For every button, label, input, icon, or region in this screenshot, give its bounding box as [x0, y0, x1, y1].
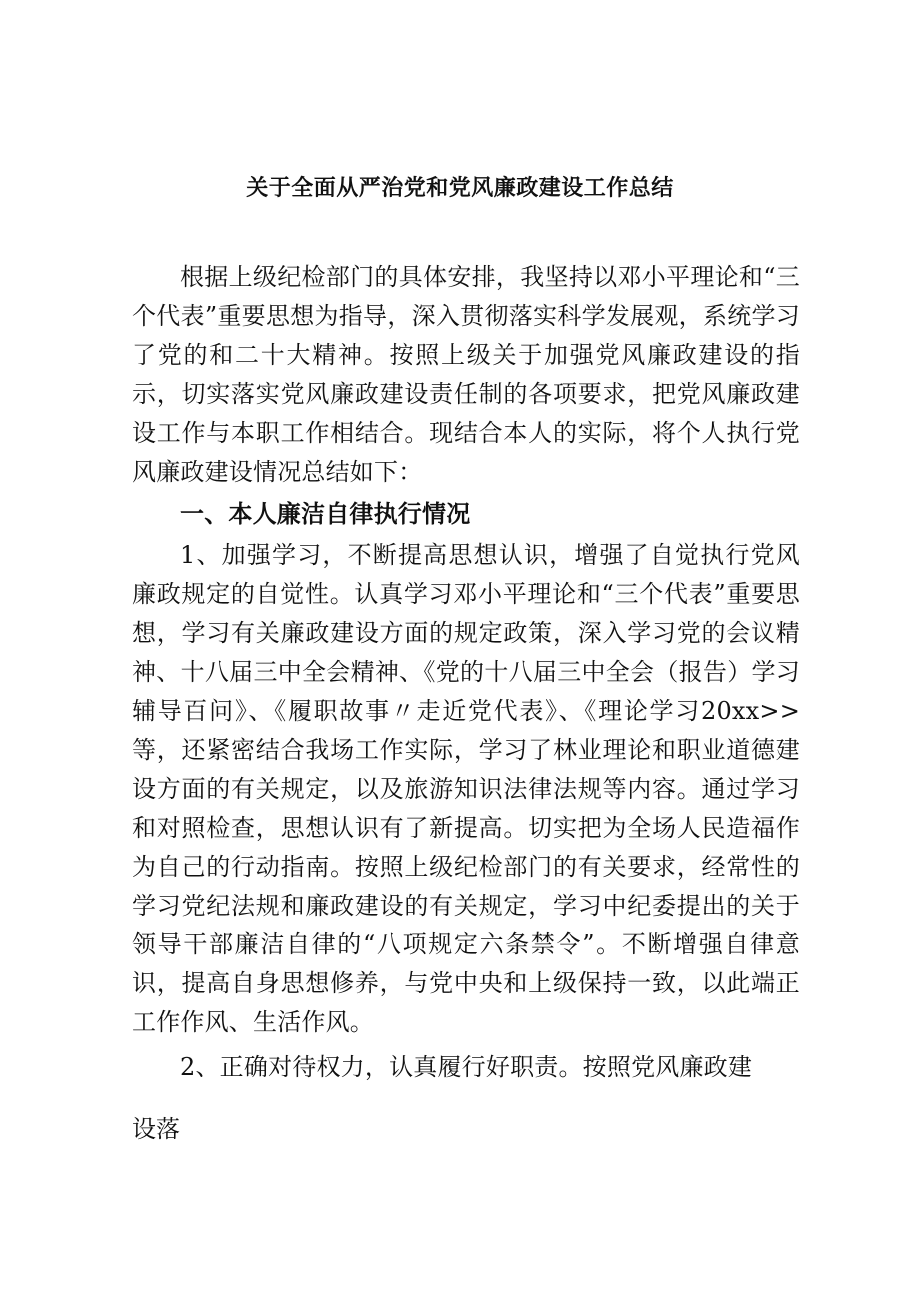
document-title: 关于全面从严治党和党风廉政建设工作总结 — [246, 176, 674, 201]
paragraph-item-2: 2、正确对待权力，认真履行好职责。按照党风廉政建 — [180, 1053, 753, 1082]
paragraph-item-1: 1、加强学习，不断提高思想认识，增强了自觉执行党风廉政规定的自觉性。认真学习邓小平理论和“三个代表”重要思想，学习有关廉政建设方面的规定政策，深入学习党的会议精神、十八届三中全会精神、《党的十八届三中全会（报告）学习辅导百问》、《履职故事〃走近党代表》、《理论学习20xx>>等，还紧密结合我场工作实际，学习了林业理论和职业道德建设方面的有关规定，以及旅游知识法律法规等内容。通过学习和对照检查，思想认识有了新提高。切实把为全场人民造福作为自己的行动指南。按照上级纪检部门的有关要求，经常性的学习党纪法规和廉政建设的有关规定，学习中纪委提出的关于领导干部廉洁自律的“八项规定六条禁令”。不断增强自律意识，提高自身思想修养，与党中央和上级保持一致，以此端正工作作风、生活作风。 — [132, 541, 800, 1037]
document-body — [132, 258, 800, 1087]
page-tail-fragment: 设落 — [132, 1115, 180, 1143]
paragraph-intro: 根据上级纪检部门的具体安排，我坚持以邓小平理论和“三个代表”重要思想为指导，深入贯彻落实科学发展观，系统学习了党的和二十大精神。按照上级关于加强党风廉政建设的指示，切实落实党风廉政建设责任制的各项要求，把党风廉政建设工作与本职工作相结合。现结合本人的实际，将个人执行党风廉政建设情况总结如下： — [132, 263, 800, 486]
section-heading-1: 一、本人廉洁自律执行情况 — [180, 500, 471, 529]
